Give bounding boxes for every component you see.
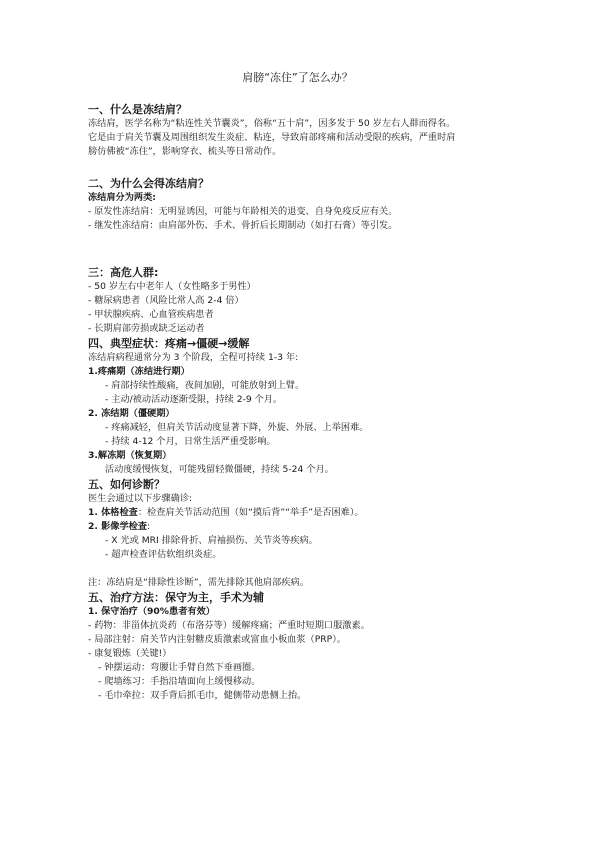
list-item: - 长期肩部劳损或缺乏运动者 xyxy=(88,323,205,334)
section-heading: 一、什么是冻结肩？ xyxy=(88,103,187,116)
section-causes xyxy=(88,176,518,233)
list-item: - 糖尿病患者（风险比常人高 2-4 倍） xyxy=(88,295,244,306)
section-heading: 五、如何诊断？ xyxy=(88,478,165,491)
paragraph-line: 冻结肩，医学名称为“粘连性关节囊炎”，俗称“五十肩”，因多发于 50 岁左右人群而得名。 xyxy=(88,118,456,129)
paragraph-line: 冻结肩病程通常分为 3 个阶段，全程可持续 1-3 年: xyxy=(88,352,299,363)
list-item: - 50 岁左右中老年人（女性略多于男性） xyxy=(88,281,256,292)
list-item: - 毛巾牵拉：双手背后抓毛巾，健侧带动患侧上抬。 xyxy=(98,690,307,701)
list-item: - 甲状腺疾病、心血管疾病患者 xyxy=(88,309,214,320)
section-high-risk xyxy=(88,265,518,336)
stage-title: 3.解冻期（恢复期） xyxy=(88,450,172,461)
section-treatment xyxy=(88,590,518,703)
list-item: - 持续 4-12 个月，日常生活严重受影响。 xyxy=(105,436,276,447)
list-item: - 超声检查评估软组织炎症。 xyxy=(105,549,222,560)
section-what-is xyxy=(88,102,518,159)
list-item: - 爬墙练习：手指沿墙面向上缓慢移动。 xyxy=(98,676,261,687)
section-symptoms xyxy=(88,336,518,477)
list-item: - 钟摆运动：弯腰让手臂自然下垂画圈。 xyxy=(98,662,261,673)
subheading: 1. 保守治疗（90%患者有效） xyxy=(88,606,215,617)
section-diagnosis xyxy=(88,477,518,590)
list-item: - 继发性冻结肩：由肩部外伤、手术、骨折后长期制动（如打石膏）等引发。 xyxy=(88,220,398,231)
section-heading: 四、典型症状：疼痛→僵硬→缓解 xyxy=(88,337,250,350)
section-heading: 二、为什么会得冻结肩？ xyxy=(88,177,209,190)
section-heading: 五、治疗方法：保守为主，手术为辅 xyxy=(88,591,264,604)
paragraph-line: 活动度缓慢恢复，可能残留轻微僵硬，持续 5-24 个月。 xyxy=(105,464,334,475)
paragraph-line: 医生会通过以下步骤确诊: xyxy=(88,493,193,504)
diagnosis-step xyxy=(88,520,518,534)
paragraph-line: 它是由于肩关节囊及周围组织发生炎症、粘连，导致肩部疼痛和活动受限的疾病，严重时肩 xyxy=(88,132,456,143)
list-item: - 主动/被动活动逐渐受限，持续 2-9 个月。 xyxy=(105,394,283,405)
document-title: 肩膀“冻住”了怎么办？ xyxy=(242,71,353,84)
step-text: ：检查肩关节活动范围（如“摸后背”“举手”是否困难）。 xyxy=(137,507,364,518)
list-item: - 康复锻炼（关键!） xyxy=(88,648,172,659)
step-label: 1. 体格检查 xyxy=(88,507,138,518)
list-item: - 疼痛减轻，但肩关节活动度显著下降，外旋、外展、上举困难。 xyxy=(105,422,369,433)
list-item: - 原发性冻结肩：无明显诱因，可能与年龄相关的退变、自身免疫反应有关。 xyxy=(88,206,398,217)
diagnosis-step xyxy=(88,506,518,520)
step-label: 2. 影像学检查 xyxy=(88,521,148,532)
stage-title: 1.疼痛期（冻结进行期） xyxy=(88,366,190,377)
list-item: - X 光或 MRI 排除骨折、肩袖损伤、关节炎等疾病。 xyxy=(105,535,318,546)
document-body xyxy=(88,102,518,703)
section-heading: 三：高危人群: xyxy=(88,266,159,279)
step-text: : xyxy=(147,521,151,532)
paragraph-line: 膀仿佛被“冻住”，影响穿衣、梳头等日常动作。 xyxy=(88,146,282,157)
stage-title: 2. 冻结期（僵硬期） xyxy=(88,408,175,419)
note: 注：冻结肩是“排除性诊断”，需先排除其他肩部疾病。 xyxy=(88,577,309,588)
list-item: - 药物：非甾体抗炎药（布洛芬等）缓解疼痛；严重时短期口服激素。 xyxy=(88,620,370,631)
list-item: - 局部注射：肩关节内注射糖皮质激素或富血小板血浆（PRP）。 xyxy=(88,634,346,645)
subheading: 冻结肩分为两类: xyxy=(88,192,156,203)
list-item: - 肩部持续性酸痛，夜间加剧，可能放射到上臂。 xyxy=(105,380,305,391)
